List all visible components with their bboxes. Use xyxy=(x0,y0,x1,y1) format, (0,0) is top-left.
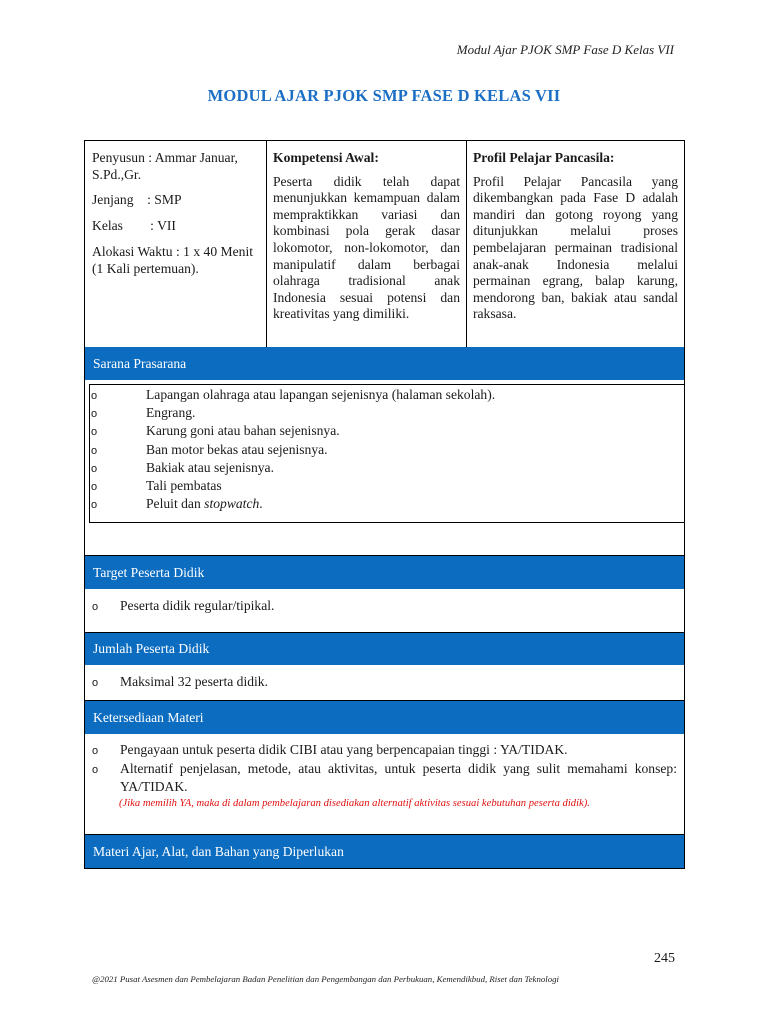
bullet-icon: o xyxy=(92,601,99,613)
bullet-icon: o xyxy=(92,763,99,776)
list-item: o Peluit dan stopwatch. xyxy=(91,495,681,513)
target-heading-band xyxy=(85,556,684,589)
list-item: o Tali pembatas xyxy=(91,477,681,495)
bullet-icon: o xyxy=(91,480,98,493)
jumlah-list xyxy=(92,673,677,691)
module-table xyxy=(84,140,685,869)
running-head: Modul Ajar PJOK SMP Fase D Kelas VII xyxy=(456,42,674,57)
bullet-icon: o xyxy=(92,677,99,689)
kelas-text: Kelas : VII xyxy=(92,217,176,233)
alokasi-text: Alokasi Waktu : 1 x 40 Menit (1 Kali pertemuan). xyxy=(92,244,254,276)
info-row xyxy=(85,141,684,347)
materi-heading-band xyxy=(85,835,684,868)
profil-cell xyxy=(466,141,684,347)
sarana-heading-band xyxy=(85,347,684,380)
ketersediaan-note: (Jika memilih YA, maka di dalam pembelajaran disediakan alternatif aktivitas sesuai kebutuhan peserta didik). xyxy=(119,798,590,809)
bullet-icon: o xyxy=(91,390,98,402)
list-item: o Ban motor bekas atau sejenisnya. xyxy=(91,441,681,459)
target-list xyxy=(92,597,677,615)
bullet-icon: o xyxy=(92,745,99,757)
penyusun-text: Penyusun : Ammar Januar, S.Pd.,Gr. xyxy=(92,150,238,182)
jenjang-text: Jenjang : SMP xyxy=(92,192,182,208)
kompetensi-text: Peserta didik telah dapat menunjukkan kemampuan dalam mempraktikkan variasi dan kombinasi pola gerak dasar lokomotor, non-lokomotor, dan manipulatif dalam berbagai olahraga tradisional anak Indonesia sesuai potensi dan kreativitas yang dimiliki. xyxy=(273,173,460,322)
list-item: o Maksimal 32 peserta didik. xyxy=(92,673,677,691)
bullet-icon: o xyxy=(91,426,98,439)
jumlah-heading: Jumlah Peserta Didik xyxy=(93,641,210,656)
profil-text: Profil Pelajar Pancasila yang dikembangkan pada Fase D adalah mandiri dan gotong royong yang ditunjukkan melalui proses pembelajaran permainan tradisional anak-anak Indonesia melalui permainan egrang, balap karung, mendorong ban, bakiak atau sandal raksasa. xyxy=(473,173,678,322)
list-item: o Lapangan olahraga atau lapangan sejenisnya (halaman sekolah). xyxy=(91,386,681,404)
materi-heading: Materi Ajar, Alat, dan Bahan yang Diperlukan xyxy=(93,843,344,859)
identity-cell xyxy=(85,141,266,347)
sarana-heading: Sarana Prasarana xyxy=(93,355,187,371)
list-item: o Peserta didik regular/tipikal. xyxy=(92,597,677,615)
bullet-icon: o xyxy=(91,444,98,457)
list-item: o Pengayaan untuk peserta didik CIBI atau yang berpencapaian tinggi : YA/TIDAK. xyxy=(92,741,677,760)
sarana-list xyxy=(91,386,681,513)
list-item: o Alternatif penjelasan, metode, atau aktivitas, untuk peserta didik yang sulit memahami konsep: YA/TIDAK. xyxy=(92,760,677,794)
ketersediaan-list xyxy=(92,741,677,797)
document-title: MODUL AJAR PJOK SMP FASE D KELAS VII xyxy=(207,86,561,105)
bullet-icon: o xyxy=(91,499,98,512)
kompetensi-cell xyxy=(266,141,466,347)
kompetensi-heading: Kompetensi Awal: xyxy=(273,150,379,165)
stopwatch-italic: stopwatch xyxy=(204,496,260,512)
bullet-icon: o xyxy=(91,462,98,475)
list-item: o Bakiak atau sejenisnya. xyxy=(91,459,681,477)
ketersediaan-heading: Ketersediaan Materi xyxy=(93,709,204,725)
copyright-footer: @2021 Pusat Asesmen dan Pembelajaran Badan Penelitian dan Pengembangan dan Perbukuan, Kemendikbud, Riset dan Teknologi xyxy=(92,974,559,984)
jumlah-heading-band xyxy=(85,633,684,665)
ketersediaan-heading-band xyxy=(85,701,684,734)
target-heading: Target Peserta Didik xyxy=(93,564,205,580)
profil-heading: Profil Pelajar Pancasila: xyxy=(473,150,615,165)
page-number: 245 xyxy=(654,951,675,966)
list-item: o Engrang. xyxy=(91,404,681,422)
list-item: o Karung goni atau bahan sejenisnya. xyxy=(91,422,681,440)
bullet-icon: o xyxy=(91,408,98,421)
